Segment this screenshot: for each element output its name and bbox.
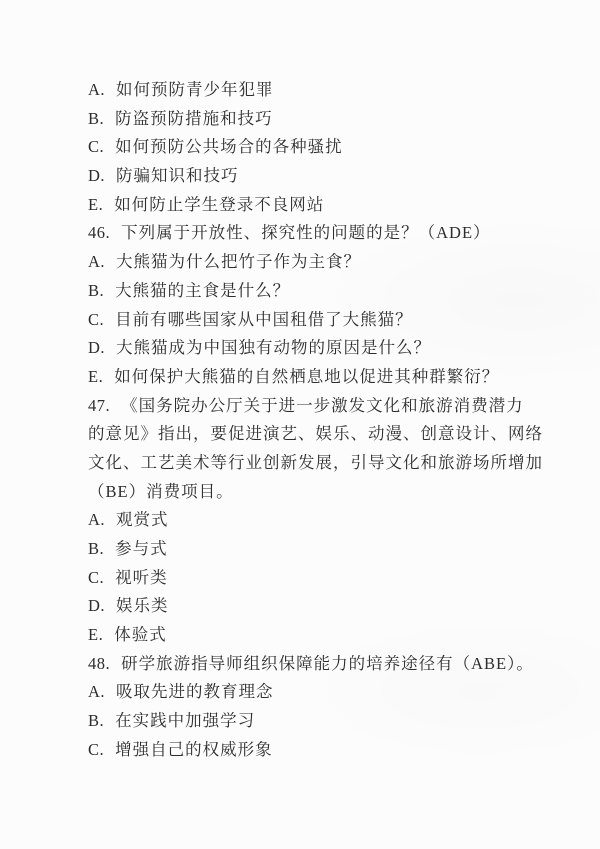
line-label: 47. (88, 395, 111, 415)
line-label: D. (88, 338, 106, 358)
line-label: B. (88, 280, 105, 300)
line-label: B. (88, 108, 105, 128)
document-line (88, 363, 536, 392)
line-label: A. (88, 252, 106, 272)
document-line (88, 334, 536, 363)
document-line (88, 678, 536, 707)
document-line (88, 76, 536, 105)
document-line (88, 277, 536, 306)
document-line (88, 105, 536, 134)
line-label: B. (88, 539, 105, 558)
document-line (88, 248, 536, 277)
line-label: A. (88, 80, 106, 99)
document-line (88, 535, 536, 564)
line-label: C. (88, 739, 105, 759)
line-text: 体验式 (114, 625, 167, 645)
line-text: 的意见》指出，要促进演艺、娱乐、动漫、创意设计、网络 (88, 424, 543, 444)
line-text: 大熊猫的主食是什么？ (115, 280, 291, 300)
line-text: 文化、工艺美术等行业创新发展，引导文化和旅游场所增加 (88, 452, 543, 472)
document-line (88, 621, 536, 650)
line-label: D. (88, 596, 106, 616)
document-line (88, 707, 536, 736)
line-text: 如何预防公共场合的各种骚扰 (115, 137, 343, 157)
document-line (88, 219, 536, 248)
line-text: 吸取先进的教育理念 (116, 682, 274, 702)
line-text: （BE）消费项目。 (88, 481, 234, 501)
document-line (88, 162, 536, 191)
line-text: 视听类 (115, 567, 168, 587)
line-label: C. (88, 309, 105, 329)
line-text: 下列属于开放性、探究性的问题的是？（ADE） (121, 223, 491, 243)
line-text: 观赏式 (116, 510, 169, 530)
line-label: E. (88, 194, 104, 214)
line-text: 在实践中加强学习 (115, 711, 256, 731)
line-text: 增强自己的权威形象 (115, 739, 273, 759)
document-line (88, 478, 536, 507)
line-label: C. (88, 567, 105, 587)
document-line (88, 449, 543, 478)
line-text: 目前有哪些国家从中国租借了大熊猫？ (115, 309, 413, 329)
document-line (88, 564, 536, 593)
line-text: 研学旅游指导师组织保障能力的培养途径有（ABE）。 (121, 653, 534, 673)
document-line (88, 133, 536, 162)
document-line (88, 592, 536, 621)
line-text: 大熊猫成为中国独有动物的原因是什么？ (116, 338, 432, 358)
line-label: 46. (88, 223, 111, 243)
document-line (88, 506, 536, 535)
document-line (88, 392, 536, 421)
line-text: 大熊猫为什么把竹子作为主食？ (116, 252, 362, 272)
line-text: 如何防止学生登录不良网站 (114, 194, 325, 214)
line-label: E. (88, 366, 104, 386)
line-text: 《国务院办公厅关于进一步激发文化和旅游消费潜力 (121, 395, 524, 415)
line-label: A. (88, 682, 106, 702)
line-label: A. (88, 510, 106, 530)
document-line (88, 650, 536, 679)
document-line (88, 191, 536, 220)
document-line (88, 306, 536, 335)
line-text: 参与式 (115, 539, 168, 558)
line-text: 娱乐类 (116, 596, 169, 616)
line-text: 如何保护大熊猫的自然栖息地以促进其种群繁衍？ (114, 366, 500, 386)
line-label: 48. (88, 653, 111, 673)
line-label: E. (88, 625, 104, 645)
line-text: 如何预防青少年犯罪 (116, 80, 274, 99)
line-label: B. (88, 711, 105, 731)
document-line (88, 736, 536, 765)
line-text: 防盗预防措施和技巧 (115, 108, 273, 128)
document-line (88, 420, 543, 449)
line-label: C. (88, 137, 105, 157)
line-label: D. (88, 166, 106, 186)
line-text: 防骗知识和技巧 (116, 166, 239, 186)
question-text-block (88, 76, 543, 765)
